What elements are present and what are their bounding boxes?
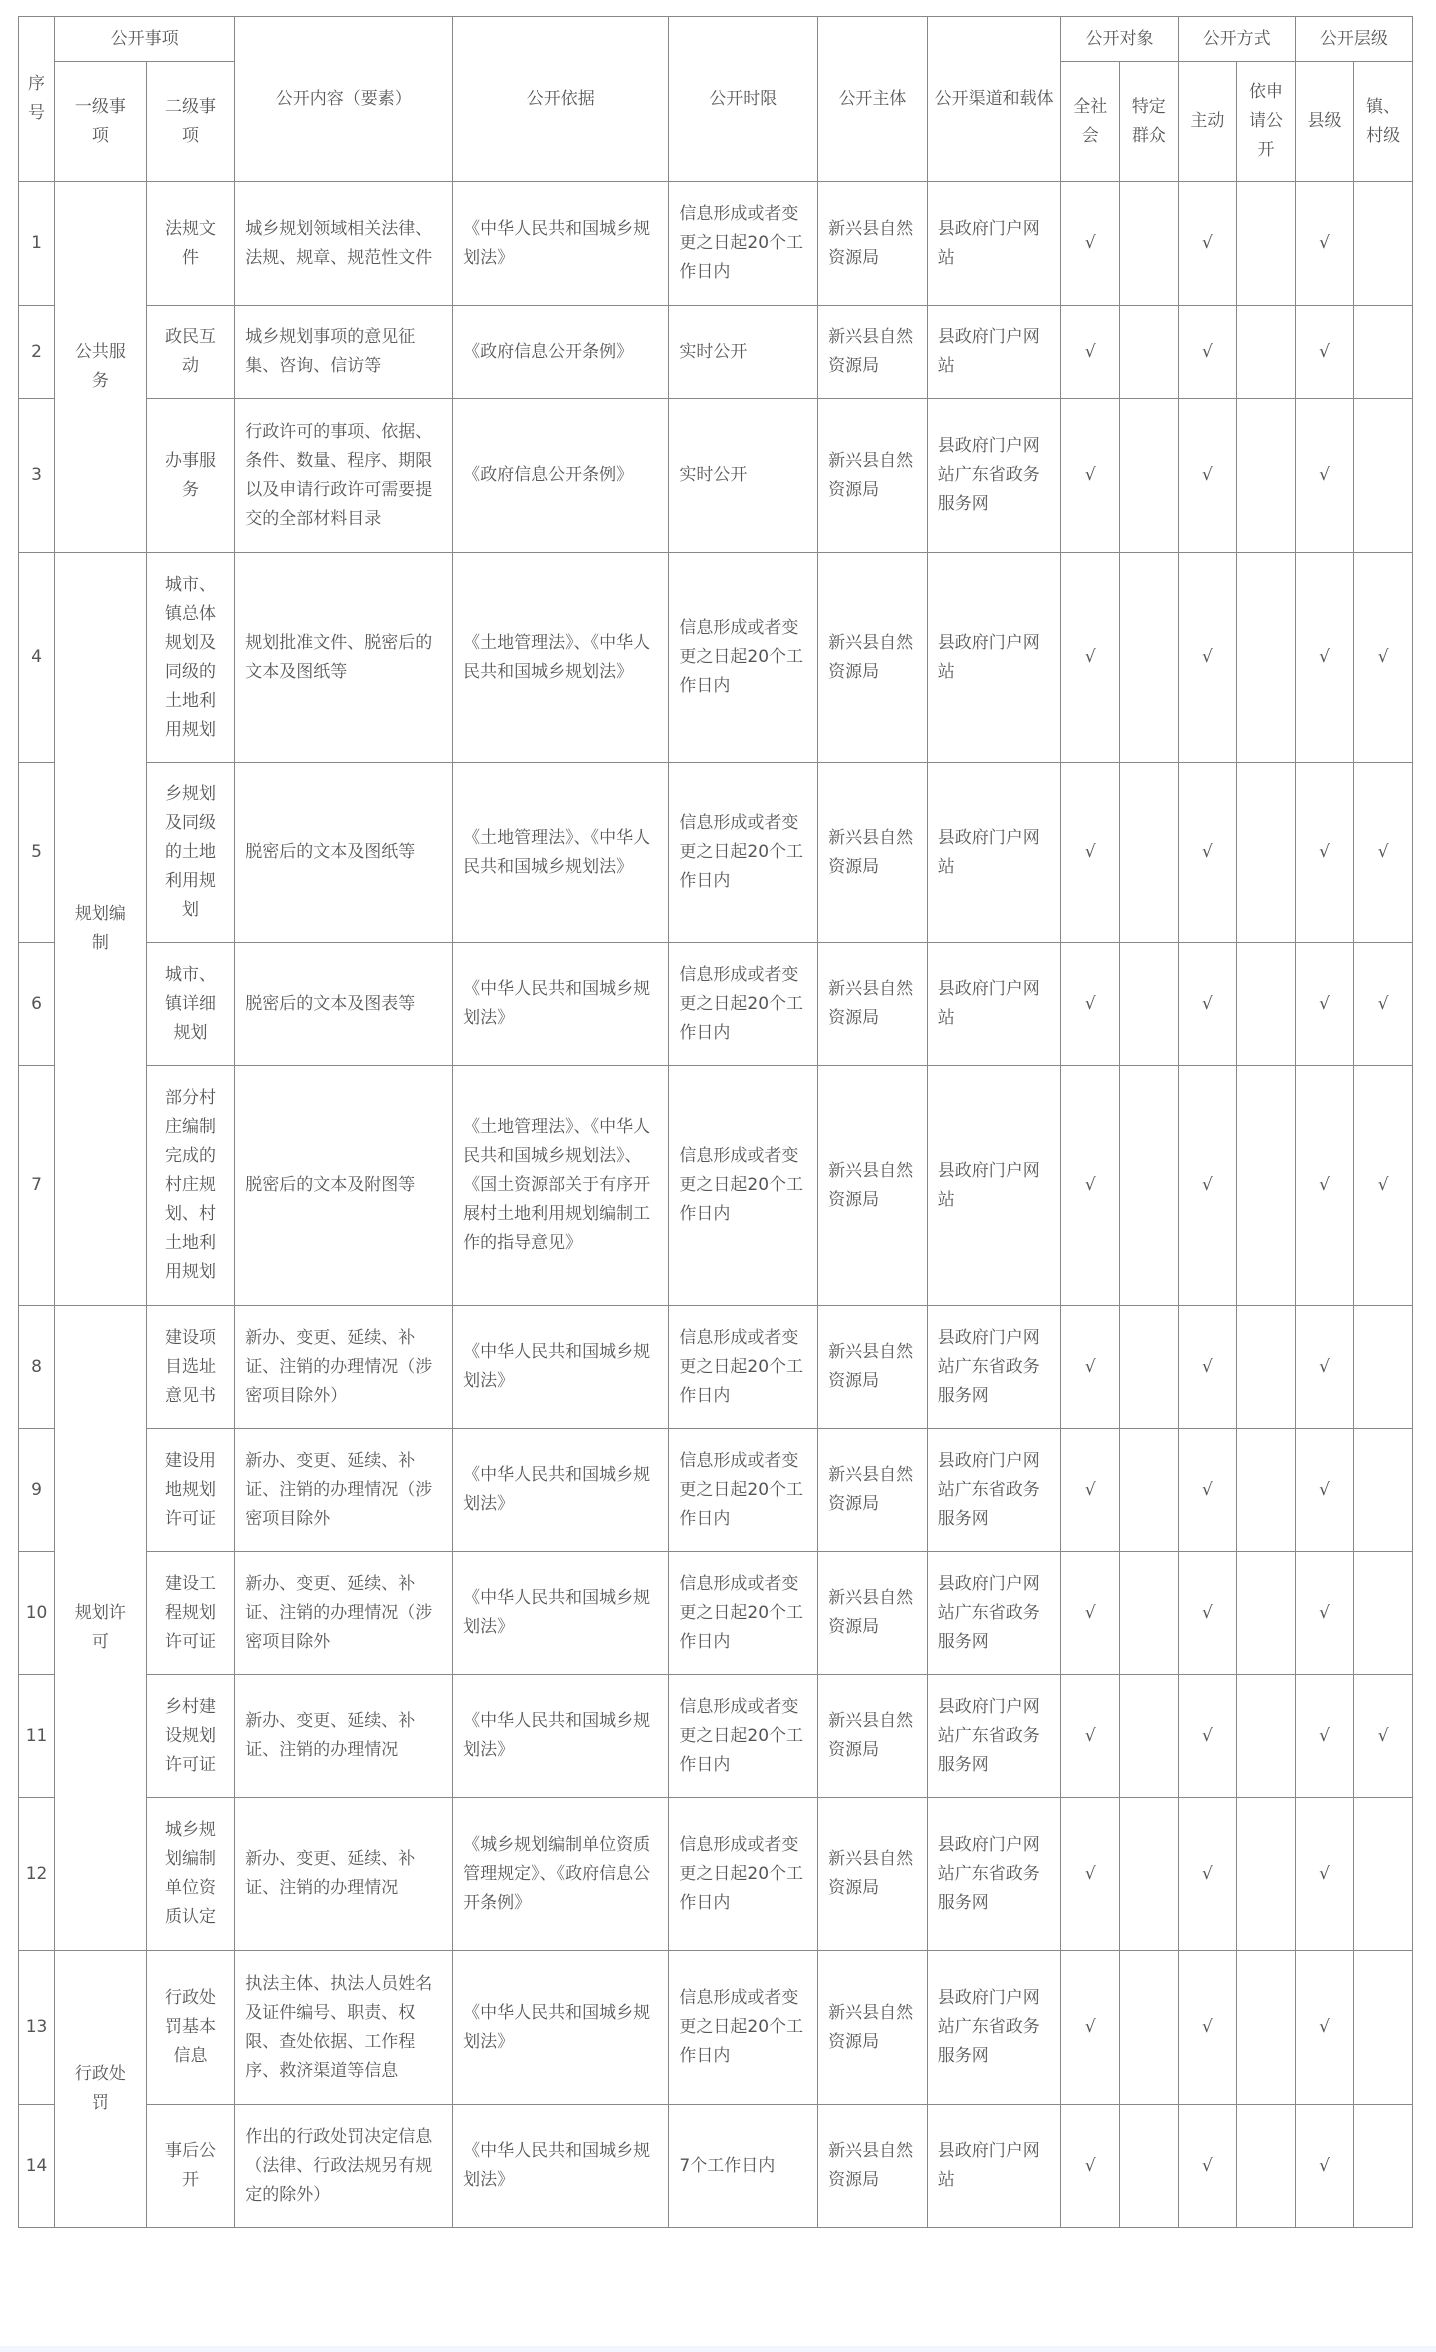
row-level2-item: 事后公开 — [146, 2105, 235, 2228]
row-level2-item: 办事服务 — [146, 399, 235, 553]
row-subject: 新兴县自然资源局 — [818, 1429, 928, 1552]
row-content: 新办、变更、延续、补证、注销的办理情况 — [235, 1675, 453, 1798]
row-channel: 县政府门户网站广东省政务服务网 — [927, 1798, 1061, 1951]
header-seq: 序号 — [19, 17, 55, 182]
row-level-county: √ — [1295, 1306, 1354, 1429]
row-level-town: √ — [1354, 553, 1413, 763]
row-channel: 县政府门户网站广东省政务服务网 — [927, 1429, 1061, 1552]
row-level2-item: 政民互动 — [146, 306, 235, 399]
row-method-active: √ — [1178, 943, 1237, 1066]
disclosure-table-container — [18, 16, 1413, 2228]
header-channel: 公开渠道和载体 — [927, 17, 1061, 182]
header-level: 公开层级 — [1295, 17, 1412, 62]
row-seq: 14 — [19, 2105, 55, 2228]
header-subject: 公开主体 — [818, 17, 928, 182]
group-name: 规划编制 — [55, 553, 147, 1306]
header-target-all: 全社会 — [1061, 62, 1120, 182]
row-method-apply — [1237, 182, 1296, 306]
row-subject: 新兴县自然资源局 — [818, 1066, 928, 1306]
row-level-town: √ — [1354, 943, 1413, 1066]
row-seq: 2 — [19, 306, 55, 399]
header-basis: 公开依据 — [453, 17, 669, 182]
table-row — [19, 1675, 1413, 1798]
row-target-specific — [1120, 943, 1179, 1066]
row-content: 脱密后的文本及附图等 — [235, 1066, 453, 1306]
row-method-active: √ — [1178, 1066, 1237, 1306]
table-row — [19, 1552, 1413, 1675]
row-method-apply — [1237, 1951, 1296, 2105]
row-method-active: √ — [1178, 553, 1237, 763]
row-level-county: √ — [1295, 763, 1354, 943]
row-target-specific — [1120, 1306, 1179, 1429]
row-target-specific — [1120, 553, 1179, 763]
row-level-county: √ — [1295, 1552, 1354, 1675]
row-level2-item: 法规文件 — [146, 182, 235, 306]
row-seq: 11 — [19, 1675, 55, 1798]
row-method-apply — [1237, 1306, 1296, 1429]
row-target-specific — [1120, 1675, 1179, 1798]
row-level-county: √ — [1295, 1066, 1354, 1306]
row-level-county: √ — [1295, 399, 1354, 553]
row-subject: 新兴县自然资源局 — [818, 1675, 928, 1798]
row-content: 新办、变更、延续、补证、注销的办理情况（涉密项目除外 — [235, 1552, 453, 1675]
row-target-all: √ — [1061, 1306, 1120, 1429]
row-basis: 《中华人民共和国城乡规划法》 — [453, 182, 669, 306]
row-subject: 新兴县自然资源局 — [818, 763, 928, 943]
row-basis: 《中华人民共和国城乡规划法》 — [453, 1552, 669, 1675]
row-target-specific — [1120, 182, 1179, 306]
row-target-specific — [1120, 306, 1179, 399]
row-seq: 6 — [19, 943, 55, 1066]
row-level-town — [1354, 1951, 1413, 2105]
row-content: 规划批准文件、脱密后的文本及图纸等 — [235, 553, 453, 763]
row-method-apply — [1237, 1066, 1296, 1306]
row-target-specific — [1120, 1429, 1179, 1552]
row-target-all: √ — [1061, 182, 1120, 306]
row-level2-item: 城市、镇详细规划 — [146, 943, 235, 1066]
row-target-all: √ — [1061, 1798, 1120, 1951]
row-channel: 县政府门户网站 — [927, 553, 1061, 763]
row-time-limit: 信息形成或者变更之日起20个工作日内 — [669, 1306, 818, 1429]
table-row — [19, 943, 1413, 1066]
header-method-apply: 依申请公开 — [1237, 62, 1296, 182]
row-content: 执法主体、执法人员姓名及证件编号、职责、权限、查处依据、工作程序、救济渠道等信息 — [235, 1951, 453, 2105]
header-time-limit: 公开时限 — [669, 17, 818, 182]
row-level-county: √ — [1295, 1798, 1354, 1951]
row-content: 新办、变更、延续、补证、注销的办理情况（涉密项目除外） — [235, 1306, 453, 1429]
row-basis: 《政府信息公开条例》 — [453, 399, 669, 553]
row-level2-item: 建设用地规划许可证 — [146, 1429, 235, 1552]
table-row — [19, 553, 1413, 763]
row-basis: 《土地管理法》、《中华人民共和国城乡规划法》 — [453, 763, 669, 943]
row-method-apply — [1237, 943, 1296, 1066]
row-method-apply — [1237, 2105, 1296, 2228]
row-basis: 《中华人民共和国城乡规划法》 — [453, 2105, 669, 2228]
row-level-county: √ — [1295, 1951, 1354, 2105]
row-target-specific — [1120, 1552, 1179, 1675]
row-time-limit: 实时公开 — [669, 399, 818, 553]
row-method-apply — [1237, 1552, 1296, 1675]
row-subject: 新兴县自然资源局 — [818, 1951, 928, 2105]
row-method-active: √ — [1178, 1675, 1237, 1798]
row-subject: 新兴县自然资源局 — [818, 943, 928, 1066]
row-seq: 12 — [19, 1798, 55, 1951]
row-level-county: √ — [1295, 943, 1354, 1066]
row-method-apply — [1237, 763, 1296, 943]
header-level2: 二级事项 — [146, 62, 235, 182]
row-time-limit: 信息形成或者变更之日起20个工作日内 — [669, 943, 818, 1066]
row-target-all: √ — [1061, 943, 1120, 1066]
header-content: 公开内容（要素） — [235, 17, 453, 182]
row-time-limit: 信息形成或者变更之日起20个工作日内 — [669, 1675, 818, 1798]
table-row — [19, 1066, 1413, 1306]
row-channel: 县政府门户网站 — [927, 182, 1061, 306]
header-target-specific: 特定群众 — [1120, 62, 1179, 182]
row-level-town — [1354, 1552, 1413, 1675]
row-basis: 《中华人民共和国城乡规划法》 — [453, 1675, 669, 1798]
row-basis: 《政府信息公开条例》 — [453, 306, 669, 399]
table-row — [19, 306, 1413, 399]
row-method-active: √ — [1178, 1951, 1237, 2105]
row-channel: 县政府门户网站广东省政务服务网 — [927, 1306, 1061, 1429]
row-level-town — [1354, 1306, 1413, 1429]
row-subject: 新兴县自然资源局 — [818, 1552, 928, 1675]
row-time-limit: 信息形成或者变更之日起20个工作日内 — [669, 763, 818, 943]
disclosure-table — [18, 16, 1413, 2228]
row-content: 城乡规划事项的意见征集、咨询、信访等 — [235, 306, 453, 399]
row-target-all: √ — [1061, 1951, 1120, 2105]
row-target-all: √ — [1061, 2105, 1120, 2228]
row-level-town — [1354, 2105, 1413, 2228]
row-time-limit: 信息形成或者变更之日起20个工作日内 — [669, 1066, 818, 1306]
row-seq: 1 — [19, 182, 55, 306]
row-method-active: √ — [1178, 2105, 1237, 2228]
row-target-all: √ — [1061, 553, 1120, 763]
row-level-town — [1354, 1429, 1413, 1552]
row-time-limit: 信息形成或者变更之日起20个工作日内 — [669, 1429, 818, 1552]
row-basis: 《中华人民共和国城乡规划法》 — [453, 1951, 669, 2105]
row-level-county: √ — [1295, 2105, 1354, 2228]
row-subject: 新兴县自然资源局 — [818, 1306, 928, 1429]
row-time-limit: 信息形成或者变更之日起20个工作日内 — [669, 1552, 818, 1675]
row-basis: 《中华人民共和国城乡规划法》 — [453, 1306, 669, 1429]
row-channel: 县政府门户网站广东省政务服务网 — [927, 399, 1061, 553]
row-content: 新办、变更、延续、补证、注销的办理情况 — [235, 1798, 453, 1951]
row-content: 作出的行政处罚决定信息（法律、行政法规另有规定的除外） — [235, 2105, 453, 2228]
row-subject: 新兴县自然资源局 — [818, 306, 928, 399]
row-channel: 县政府门户网站广东省政务服务网 — [927, 1552, 1061, 1675]
row-target-specific — [1120, 1066, 1179, 1306]
row-channel: 县政府门户网站广东省政务服务网 — [927, 1951, 1061, 2105]
page-bottom-bar — [0, 2346, 1436, 2352]
row-target-all: √ — [1061, 1552, 1120, 1675]
row-subject: 新兴县自然资源局 — [818, 182, 928, 306]
row-seq: 9 — [19, 1429, 55, 1552]
table-row — [19, 1306, 1413, 1429]
row-seq: 8 — [19, 1306, 55, 1429]
row-content: 行政许可的事项、依据、条件、数量、程序、期限以及申请行政许可需要提交的全部材料目录 — [235, 399, 453, 553]
row-target-all: √ — [1061, 1675, 1120, 1798]
row-basis: 《城乡规划编制单位资质管理规定》、《政府信息公开条例》 — [453, 1798, 669, 1951]
row-target-all: √ — [1061, 399, 1120, 553]
row-method-active: √ — [1178, 399, 1237, 553]
row-content: 新办、变更、延续、补证、注销的办理情况（涉密项目除外 — [235, 1429, 453, 1552]
row-content: 城乡规划领域相关法律、法规、规章、规范性文件 — [235, 182, 453, 306]
row-level2-item: 乡村建设规划许可证 — [146, 1675, 235, 1798]
row-channel: 县政府门户网站 — [927, 2105, 1061, 2228]
row-basis: 《土地管理法》、《中华人民共和国城乡规划法》、《国土资源部关于有序开展村土地利用规划编制工作的指导意见》 — [453, 1066, 669, 1306]
header-level-county: 县级 — [1295, 62, 1354, 182]
row-channel: 县政府门户网站 — [927, 306, 1061, 399]
row-level-county: √ — [1295, 306, 1354, 399]
header-items: 公开事项 — [55, 17, 235, 62]
table-body — [19, 182, 1413, 2228]
table-row — [19, 1951, 1413, 2105]
row-level2-item: 部分村庄编制完成的村庄规划、村土地利用规划 — [146, 1066, 235, 1306]
row-content: 脱密后的文本及图表等 — [235, 943, 453, 1066]
row-channel: 县政府门户网站 — [927, 943, 1061, 1066]
row-level2-item: 城市、镇总体规划及同级的土地利用规划 — [146, 553, 235, 763]
row-level-county: √ — [1295, 553, 1354, 763]
row-subject: 新兴县自然资源局 — [818, 399, 928, 553]
row-seq: 13 — [19, 1951, 55, 2105]
row-time-limit: 实时公开 — [669, 306, 818, 399]
row-seq: 7 — [19, 1066, 55, 1306]
row-target-specific — [1120, 2105, 1179, 2228]
row-channel: 县政府门户网站 — [927, 763, 1061, 943]
row-method-active: √ — [1178, 763, 1237, 943]
table-row — [19, 1798, 1413, 1951]
row-target-specific — [1120, 399, 1179, 553]
header-level1: 一级事项 — [55, 62, 147, 182]
row-subject: 新兴县自然资源局 — [818, 553, 928, 763]
row-method-apply — [1237, 306, 1296, 399]
table-row — [19, 182, 1413, 306]
table-row — [19, 1429, 1413, 1552]
row-method-apply — [1237, 1429, 1296, 1552]
row-target-specific — [1120, 763, 1179, 943]
row-method-active: √ — [1178, 1306, 1237, 1429]
row-level2-item: 建设工程规划许可证 — [146, 1552, 235, 1675]
row-level-county: √ — [1295, 1429, 1354, 1552]
row-level-town — [1354, 306, 1413, 399]
row-basis: 《中华人民共和国城乡规划法》 — [453, 1429, 669, 1552]
row-subject: 新兴县自然资源局 — [818, 1798, 928, 1951]
row-method-active: √ — [1178, 1552, 1237, 1675]
row-channel: 县政府门户网站广东省政务服务网 — [927, 1675, 1061, 1798]
row-subject: 新兴县自然资源局 — [818, 2105, 928, 2228]
row-content: 脱密后的文本及图纸等 — [235, 763, 453, 943]
row-method-active: √ — [1178, 182, 1237, 306]
row-method-apply — [1237, 1675, 1296, 1798]
table-row — [19, 763, 1413, 943]
row-target-specific — [1120, 1798, 1179, 1951]
row-level2-item: 建设项目选址意见书 — [146, 1306, 235, 1429]
row-target-all: √ — [1061, 1066, 1120, 1306]
row-target-all: √ — [1061, 763, 1120, 943]
table-row — [19, 399, 1413, 553]
row-basis: 《中华人民共和国城乡规划法》 — [453, 943, 669, 1066]
row-level-county: √ — [1295, 1675, 1354, 1798]
row-method-active: √ — [1178, 306, 1237, 399]
row-time-limit: 信息形成或者变更之日起20个工作日内 — [669, 553, 818, 763]
header-method-active: 主动 — [1178, 62, 1237, 182]
row-time-limit: 7个工作日内 — [669, 2105, 818, 2228]
row-time-limit: 信息形成或者变更之日起20个工作日内 — [669, 182, 818, 306]
row-level-county: √ — [1295, 182, 1354, 306]
row-level-town: √ — [1354, 763, 1413, 943]
row-seq: 5 — [19, 763, 55, 943]
row-level2-item: 行政处罚基本信息 — [146, 1951, 235, 2105]
row-level-town: √ — [1354, 1066, 1413, 1306]
row-level-town — [1354, 1798, 1413, 1951]
row-seq: 3 — [19, 399, 55, 553]
row-basis: 《土地管理法》、《中华人民共和国城乡规划法》 — [453, 553, 669, 763]
group-name: 公共服务 — [55, 182, 147, 553]
table-row — [19, 2105, 1413, 2228]
row-level2-item: 城乡规划编制单位资质认定 — [146, 1798, 235, 1951]
header-target: 公开对象 — [1061, 17, 1178, 62]
row-seq: 10 — [19, 1552, 55, 1675]
header-level-town: 镇、村级 — [1354, 62, 1413, 182]
row-level2-item: 乡规划及同级的土地利用规划 — [146, 763, 235, 943]
row-target-specific — [1120, 1951, 1179, 2105]
row-method-active: √ — [1178, 1429, 1237, 1552]
row-method-apply — [1237, 1798, 1296, 1951]
row-method-apply — [1237, 553, 1296, 763]
row-target-all: √ — [1061, 306, 1120, 399]
row-channel: 县政府门户网站 — [927, 1066, 1061, 1306]
row-level-town — [1354, 182, 1413, 306]
row-method-apply — [1237, 399, 1296, 553]
group-name: 规划许可 — [55, 1306, 147, 1951]
row-time-limit: 信息形成或者变更之日起20个工作日内 — [669, 1951, 818, 2105]
row-time-limit: 信息形成或者变更之日起20个工作日内 — [669, 1798, 818, 1951]
header-method: 公开方式 — [1178, 17, 1295, 62]
row-target-all: √ — [1061, 1429, 1120, 1552]
row-method-active: √ — [1178, 1798, 1237, 1951]
row-seq: 4 — [19, 553, 55, 763]
table-header — [19, 17, 1413, 182]
row-level-town — [1354, 399, 1413, 553]
row-level-town: √ — [1354, 1675, 1413, 1798]
group-name: 行政处罚 — [55, 1951, 147, 2228]
